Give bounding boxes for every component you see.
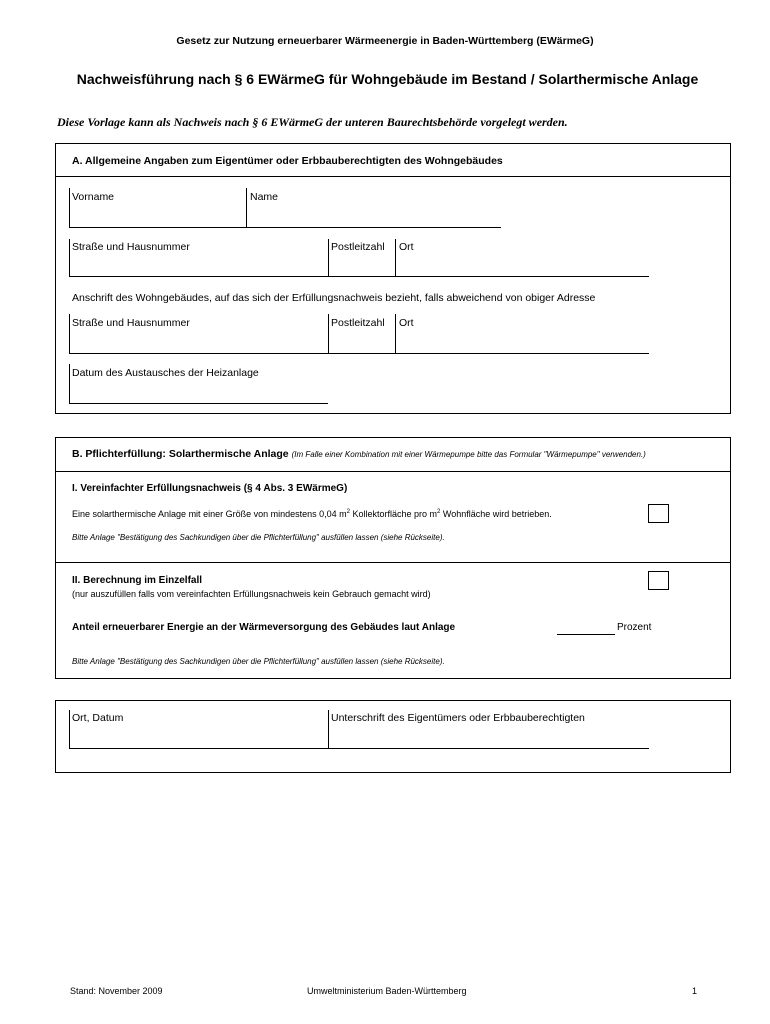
part1-text — [72, 509, 552, 519]
section-b-title: B. Pflichterfüllung: Solarthermische Anlage — [72, 448, 289, 460]
ort-field[interactable] — [397, 253, 648, 275]
part1-text-b: Kollektorfläche pro m — [349, 509, 438, 519]
section-a-divider — [55, 176, 731, 177]
unterschrift-label: Unterschrift des Eigentümers oder Erbbauberechtigten — [331, 712, 585, 724]
plz-field[interactable] — [330, 253, 394, 275]
ort2-left-border — [395, 314, 396, 354]
vorname-label: Vorname — [72, 191, 115, 203]
ort-label: Ort — [399, 241, 414, 253]
part1-sup2: 2 — [437, 509, 441, 515]
part2-subtitle: (nur auszufüllen falls vom vereinfachten Erfüllungsnachweis kein Gebrauch gemacht wird) — [72, 589, 431, 599]
prozent-underline — [557, 634, 615, 635]
part1-checkbox[interactable] — [648, 504, 669, 523]
ort2-field[interactable] — [397, 330, 648, 352]
section-b-note: (Im Falle einer Kombination mit einer Wärmepumpe bitte das Formular "Wärmepumpe" verwenden.) — [291, 450, 646, 459]
part2-note: Bitte Anlage "Bestätigung des Sachkundigen über die Pflichterfüllung" ausfüllen lassen (siehe Rückseite). — [72, 657, 445, 666]
section-b-divider-1 — [55, 471, 731, 472]
ort-datum-field[interactable] — [70, 725, 327, 747]
strasse2-field[interactable] — [70, 330, 327, 352]
address2-underline — [69, 353, 649, 354]
prozent-field[interactable] — [557, 619, 615, 634]
section-b-divider-2 — [55, 562, 731, 563]
part1-text-a: Eine solarthermische Anlage mit einer Größe von mindestens 0,04 m — [72, 509, 347, 519]
footer-stand: Stand: November 2009 — [70, 986, 163, 996]
plz-left-border — [328, 239, 329, 277]
plz2-field[interactable] — [330, 330, 394, 352]
datum-label: Datum des Austausches der Heizanlage — [72, 367, 259, 379]
strasse-label: Straße und Hausnummer — [72, 241, 190, 253]
section-a-heading: A. Allgemeine Angaben zum Eigentümer oder Erbbauberechtigten des Wohngebäudes — [72, 155, 503, 167]
footer-ministry: Umweltministerium Baden-Württemberg — [307, 986, 467, 996]
ort-left-border — [395, 239, 396, 277]
section-b-heading — [72, 448, 646, 460]
page-title: Nachweisführung nach § 6 EWärmeG für Wohngebäude im Bestand / Solarthermische Anlage — [76, 71, 699, 87]
strasse-field[interactable] — [70, 253, 327, 275]
part2-title: II. Berechnung im Einzelfall — [72, 575, 203, 586]
footer-page-number: 1 — [692, 986, 698, 996]
part2-checkbox[interactable] — [648, 571, 669, 590]
anschrift-note: Anschrift des Wohngebäudes, auf das sich der Erfüllungsnachweis bezieht, falls abweichend von obiger Adresse — [72, 292, 596, 304]
strasse2-label: Straße und Hausnummer — [72, 317, 190, 329]
datum-underline — [69, 403, 328, 404]
address-underline — [69, 276, 649, 277]
part1-sup1: 2 — [346, 509, 350, 515]
name-label: Name — [250, 191, 279, 203]
datum-field[interactable] — [70, 380, 327, 402]
part1-note: Bitte Anlage "Bestätigung des Sachkundigen über die Pflichterfüllung" ausfüllen lassen (siehe Rückseite). — [72, 533, 445, 542]
name-left-border — [246, 188, 247, 228]
law-title: Gesetz zur Nutzung erneuerbarer Wärmeenergie in Baden-Württemberg (EWärmeG) — [176, 35, 594, 47]
section-b-box — [55, 437, 731, 679]
anteil-label: Anteil erneuerbarer Energie an der Wärmeversorgung des Gebäudes laut Anlage — [72, 622, 456, 633]
page-subtitle: Diese Vorlage kann als Nachweis nach § 6 EWärmeG der unteren Baurechtsbehörde vorgelegt werden. — [57, 115, 568, 129]
part1-title: I. Vereinfachter Erfüllungsnachweis (§ 4 Abs. 3 EWärmeG) — [72, 483, 348, 494]
plz2-label: Postleitzahl — [331, 317, 385, 329]
unterschrift-left-border — [328, 710, 329, 749]
signature-underline — [69, 748, 649, 749]
plz-label: Postleitzahl — [331, 241, 385, 253]
prozent-label: Prozent — [617, 622, 652, 633]
name-field[interactable] — [248, 203, 500, 226]
plz2-left-border — [328, 314, 329, 354]
ort-datum-label: Ort, Datum — [72, 712, 124, 724]
ort2-label: Ort — [399, 317, 414, 329]
vorname-field[interactable] — [70, 203, 245, 226]
part1-text-c: Wohnfläche wird betrieben. — [440, 509, 552, 519]
unterschrift-field[interactable] — [330, 725, 648, 747]
vorname-name-underline — [69, 227, 501, 228]
